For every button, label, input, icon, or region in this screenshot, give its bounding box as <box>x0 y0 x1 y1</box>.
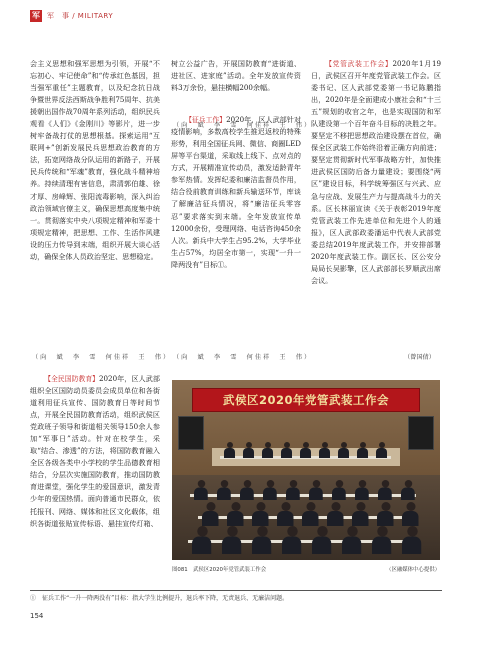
column-1 <box>30 58 160 363</box>
left-screen <box>178 416 204 450</box>
photo-banner <box>192 388 420 412</box>
footnote-rule <box>30 590 442 591</box>
photo-attendee <box>192 526 211 554</box>
photo-attendee <box>222 526 241 554</box>
right-screen <box>408 416 434 450</box>
photo-attendee <box>319 442 330 458</box>
page-number: 154 <box>30 612 44 620</box>
photo-attendee <box>402 502 419 526</box>
photo-attendee <box>252 526 271 554</box>
photo-caption <box>172 565 440 573</box>
photo-attendee <box>281 442 292 458</box>
photo-attendee <box>240 480 254 500</box>
column-3 <box>311 58 441 363</box>
column-2-byline-2: （向 斌 李 雪 何佳祥 王 伟） <box>173 354 313 361</box>
section-logo: 军 <box>32 11 40 20</box>
photo-attendee <box>352 502 369 526</box>
photo-attendee <box>402 526 421 554</box>
photo-attendee <box>252 502 269 526</box>
photo-attendee <box>194 480 208 500</box>
photo-attendee <box>224 442 235 458</box>
column-2-text-2: 2020年，区人武部针对疫情影响，多数高校学生推迟返校的特殊形势，利用全国征兵网、微信、商圈LED屏等平台渠道，采取线上线下、点对点的方式，开展精准宣传动员，激发适龄青年参军热情。发挥纪委和廉洁监督员作用，结合役前教育训练和新兵输送环节，库谈了解廉洁征兵情况，将“廉洁征兵零容忍”要求落实到末端。全年发放宣传单12000余份，受理网络、电话咨询450余人次。新兵中大学生占95.2%，大学毕业生占57%，均居全市第一，实现“一升一降两没有”目标①。 <box>171 115 301 269</box>
photo-attendee <box>277 502 294 526</box>
photo-attendee <box>376 442 387 458</box>
column-2 <box>171 58 301 363</box>
national-defense-education-tag: 【全民国防教育】 <box>44 375 100 383</box>
photo-attendee <box>282 526 301 554</box>
photo-attendee <box>342 526 361 554</box>
photo-attendee <box>327 502 344 526</box>
party-armed-forces-tag: 【党管武装工作会】 <box>325 60 393 68</box>
photo-banner-text: 武侯区2020年党管武装工作会 <box>222 393 389 407</box>
photo-caption-title: 图081 武侯区2020年党管武装工作会 <box>172 567 267 573</box>
photo-attendee <box>302 502 319 526</box>
photo-attendee <box>217 480 231 500</box>
column-4-text: 2020年，区人武部组织全区国防动员委员会成员单位和各街道利用征兵宣传、国防教育日等时间节点，开展全民国防教育活动，组织武侯区党政班子领导和街道相关领导150余人参加“军事日”活动。针对在校学生，采取“结合、渗透”的方法，将国防教育融入全区各级各类中小学校的学生品德教育相结合，分层次实施国防教育，推动国防教育进课堂，强化学生的爱国意识，激发青少年的爱国热情。面向普通市民群众，依托报刊、网络、媒体和社区文化载体，组织各街道张贴宣传标语、悬挂宣传灯箱、 <box>30 374 160 528</box>
photo-caption-credit: （区融媒体中心提供） <box>386 567 440 573</box>
column-4 <box>30 373 160 578</box>
footnote: ① 征兵工作“一升一降两没有”目标：指大学生比例提升，退兵率下降，无责退兵、无廉洁问题。 <box>30 595 289 602</box>
photo-attendee <box>338 442 349 458</box>
photo-attendee <box>202 502 219 526</box>
photo-attendee <box>401 480 415 500</box>
column-2-byline-1: （向 斌 李 雪 何佳祥 王 伟） <box>173 122 313 129</box>
column-3-text: 2020年1月19日，武侯区召开年度党管武装工作会。区委书记、区人武部党委第一书记陈鹏指出，2020年是全面建成小康社会和“十三五”规划的收官之年，也是实现国防和军队建设第一个百年奋斗目标的决胜之年。要坚定不移把思想政治建设摆在首位，确保全区武装工作始终沿着正确方向前进；要坚定贯彻新时代军事战略方针，加快推进武侯区国防后备力量建设；要围绕“两区”建设目标，科学统筹强区与兴武、应急与应战、发展生产力与提高战斗力的关系。区长林丽宣读《关于表彰2019年度党管武装工作先进单位和先进个人的通报》，区人武部政委潘运中代表人武部党委总结2019年度武装工作，并安排部署2020年度武装工作。副区长、区公安分局局长吴影擎，区人武部部长罗顺武出席会议。 <box>311 59 441 285</box>
column-1-text: 会主义思想和强军思想为引领，开展“不忘初心、牢记使命”和“传承红色基因，担当强军重任”主题教育，以及纪念抗日战争暨世界反法西斯战争胜利75周年、抗美援朝出国作战70周年系列活动，组织民兵观看《人们》《金刚川》等影片，进一步树牢备战打仗的思想根基。探索运用“互联网+”创新发展民兵思想政治教育的方法，拓宽网络战分队运用的新路子，开展民兵传统和“军魂”教育，强化战斗精神培养。持续清理有害信息，肃清郭伯雄、徐才厚、房峰辉、张阳流毒影响，深入纠治政治领域官僚主义，确保思想高度集中统一。贯彻落实中央八项规定精神和军委十项规定精神，把思想、工作、生活作风建设的压力传导到末端，组织开展大谈心活动，确保全体人员政治坚定、思想稳定。 <box>30 59 160 261</box>
page-header <box>30 10 113 22</box>
photo-attendee <box>355 480 369 500</box>
photo-attendee <box>312 526 331 554</box>
photo-attendee <box>227 502 244 526</box>
section-title: 军 事 / MILITARY <box>47 12 114 20</box>
photo-attendee <box>243 442 254 458</box>
photo-attendee <box>357 442 368 458</box>
photo-attendee <box>332 480 346 500</box>
photo-attendee <box>300 442 311 458</box>
photo-attendee <box>262 442 273 458</box>
photo-attendee <box>263 480 277 500</box>
column-1-byline: （向 斌 李 雪 何佳祥 王 伟） <box>32 354 172 361</box>
photo-attendee <box>372 526 391 554</box>
column-3-credit: （曾国倩） <box>404 354 435 361</box>
recruitment-tag: 【征兵工作】 <box>185 116 227 125</box>
column-2-text-1: 树立公益广告，开展国防教育“进街道、进社区、进家庭”活动。全年发放宣传资料3万余份，悬挂横幅200余幅。 <box>171 59 301 93</box>
photo-attendee <box>309 480 323 500</box>
meeting-photo <box>172 380 440 560</box>
photo-attendee <box>378 480 392 500</box>
photo-attendee <box>377 502 394 526</box>
photo-attendee <box>286 480 300 500</box>
